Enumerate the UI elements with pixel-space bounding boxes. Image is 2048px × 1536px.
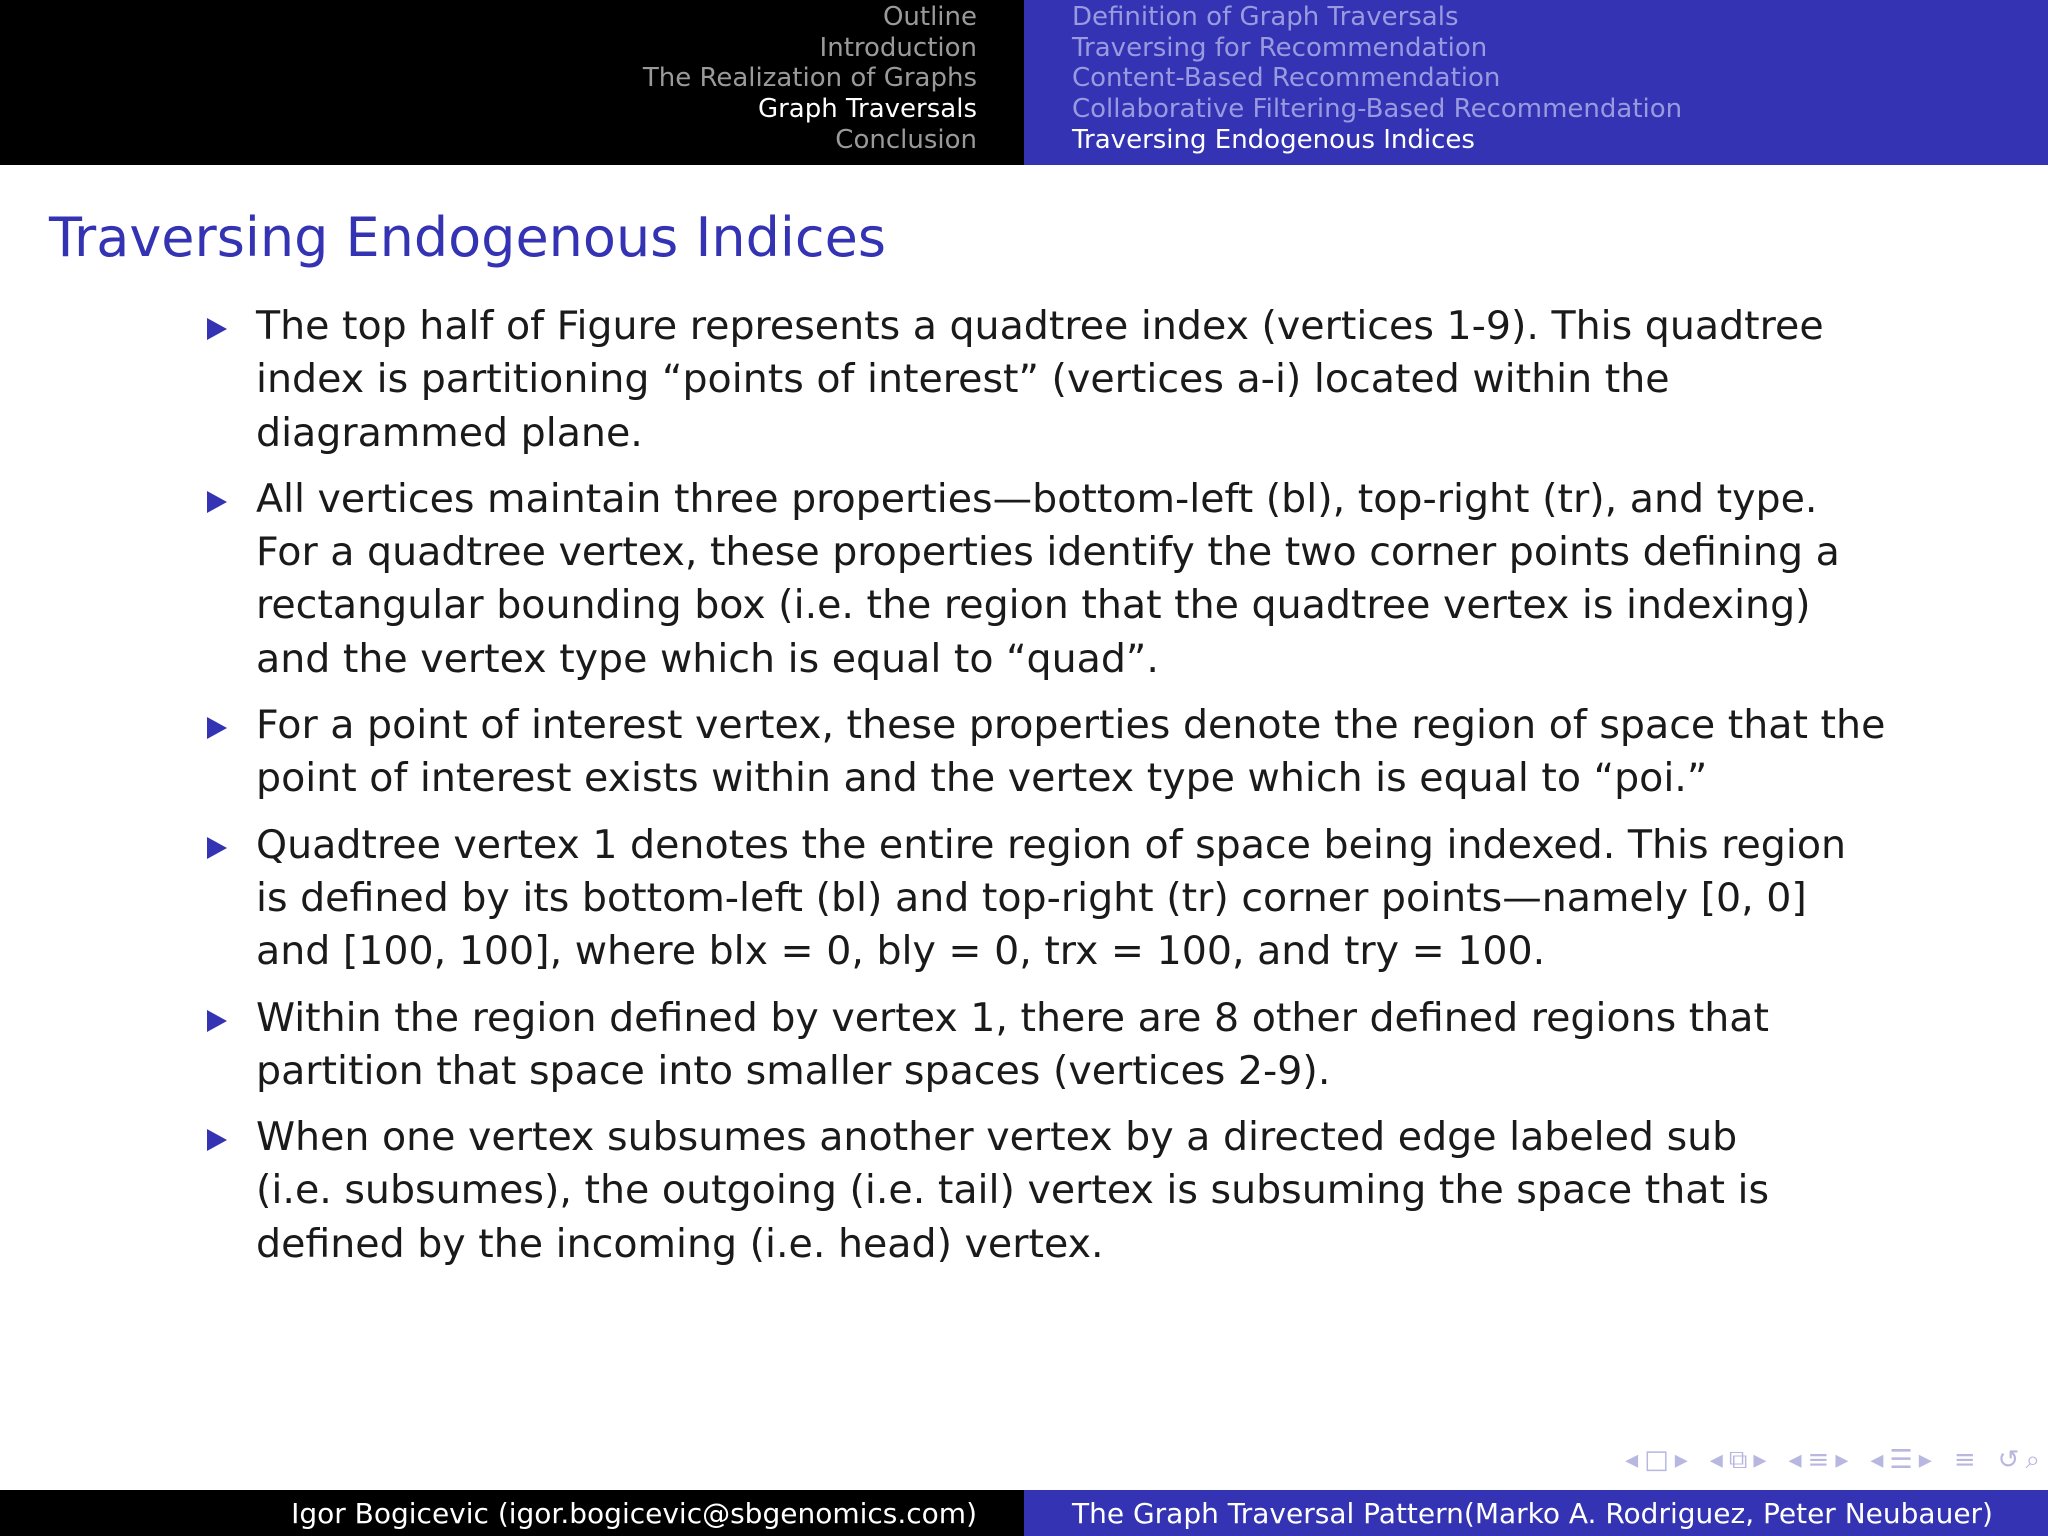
item-line: is defined by its bottom-left (bl) and top-right (tr) corner points—namely [0, 0] bbox=[256, 874, 1807, 921]
navigation-symbols bbox=[1310, 1440, 2040, 1480]
bullet-triangle-icon bbox=[207, 717, 227, 739]
bullet-list bbox=[0, 300, 2048, 1284]
nav-section-introduction[interactable]: Introduction bbox=[819, 32, 977, 63]
document-nav-group bbox=[1870, 1445, 1931, 1475]
arrow-left-icon[interactable]: ◂ bbox=[1870, 1445, 1884, 1475]
arrow-left-icon[interactable]: ◂ bbox=[1625, 1445, 1639, 1475]
nav-subsection-collaborative-filtering[interactable]: Collaborative Filtering-Based Recommendation bbox=[1072, 94, 1683, 125]
list-item bbox=[0, 300, 1824, 460]
item-line: (i.e. subsumes), the outgoing (i.e. tail) vertex is subsuming the space that is bbox=[256, 1167, 1770, 1214]
nav-subsection-recommendation[interactable]: Traversing for Recommendation bbox=[1072, 32, 1488, 63]
section-icon[interactable]: ≡ bbox=[1807, 1445, 1830, 1475]
arrow-right-icon[interactable]: ▸ bbox=[1918, 1445, 1932, 1475]
item-line: The top half of Figure represents a quadtree index (vertices 1-9). This quadtree bbox=[256, 303, 1824, 349]
section-nav-group bbox=[1788, 1445, 1848, 1475]
footline-bar bbox=[0, 1490, 2048, 1536]
bullet-triangle-icon bbox=[207, 491, 227, 513]
item-line: All vertices maintain three properties—bottom-left (bl), top-right (tr), and type. bbox=[256, 475, 1818, 522]
list-item bbox=[0, 1111, 1792, 1271]
list-item bbox=[0, 819, 1847, 979]
nav-section-graph-traversals[interactable]: Graph Traversals bbox=[757, 94, 977, 125]
item-line: defined by the incoming (i.e. head) vertex. bbox=[256, 1220, 1104, 1267]
loop-icon[interactable]: ↺ bbox=[1997, 1445, 2020, 1475]
nav-section-conclusion[interactable]: Conclusion bbox=[835, 124, 977, 155]
arrow-left-icon[interactable]: ◂ bbox=[1709, 1445, 1723, 1475]
list-item bbox=[0, 699, 1886, 806]
list-item bbox=[0, 473, 1840, 686]
arrow-right-icon[interactable]: ▸ bbox=[1753, 1445, 1767, 1475]
arrow-left-icon[interactable]: ◂ bbox=[1788, 1445, 1802, 1475]
subsection-nav-group bbox=[1710, 1445, 1767, 1476]
frame-icon[interactable]: □ bbox=[1644, 1445, 1669, 1475]
item-line: For a point of interest vertex, these properties denote the region of space that the bbox=[256, 702, 1886, 749]
frame-title: Traversing Endogenous Indices bbox=[49, 206, 886, 269]
align-icon[interactable]: ≡ bbox=[1953, 1445, 1976, 1475]
subsection-navigation bbox=[1024, 0, 2048, 165]
search-icon[interactable]: ⌕ bbox=[2025, 1444, 2040, 1475]
list-item bbox=[0, 992, 1792, 1099]
item-line: Within the region defined by vertex 1, there are 8 other defined regions that bbox=[256, 994, 1769, 1041]
item-line: and [100, 100], where blx = 0, bly = 0, trx = 100, and try = 100. bbox=[256, 928, 1546, 975]
item-line: and the vertex type which is equal to “quad”. bbox=[256, 635, 1159, 682]
bullet-triangle-icon bbox=[207, 1129, 227, 1151]
frame-nav-group bbox=[1625, 1445, 1688, 1475]
item-line: When one vertex subsumes another vertex by a directed edge labeled sub bbox=[256, 1114, 1738, 1161]
section-navigation bbox=[0, 0, 1024, 165]
arrow-right-icon[interactable]: ▸ bbox=[1835, 1445, 1849, 1475]
nav-section-outline[interactable]: Outline bbox=[882, 2, 977, 32]
footer-author: Igor Bogicevic (igor.bogicevic@sbgenomics.com) bbox=[0, 1490, 1024, 1536]
item-line: rectangular bounding box (i.e. the region that the quadtree vertex is indexing) bbox=[256, 582, 1811, 629]
document-icon[interactable]: ☰ bbox=[1889, 1445, 1913, 1475]
nav-section-realization-of-graphs[interactable]: The Realization of Graphs bbox=[642, 63, 977, 94]
bullet-triangle-icon bbox=[207, 837, 227, 859]
item-line: diagrammed plane. bbox=[256, 409, 643, 456]
footer-title: The Graph Traversal Pattern(Marko A. Rodriguez, Peter Neubauer) bbox=[1024, 1490, 2048, 1536]
bullet-triangle-icon bbox=[207, 318, 227, 340]
search-nav-group bbox=[1998, 1445, 2040, 1476]
nav-subsection-definition[interactable]: Definition of Graph Traversals bbox=[1072, 2, 1459, 32]
item-line: point of interest exists within and the vertex type which is equal to “poi.” bbox=[256, 755, 1708, 802]
nav-subsection-content-based[interactable]: Content-Based Recommendation bbox=[1072, 63, 1501, 94]
item-line: For a quadtree vertex, these properties identify the two corner points defining a bbox=[256, 529, 1840, 576]
bullet-triangle-icon bbox=[207, 1010, 227, 1032]
nav-subsection-endogenous-indices[interactable]: Traversing Endogenous Indices bbox=[1072, 124, 1475, 155]
item-line: partition that space into smaller spaces (vertices 2-9). bbox=[256, 1047, 1331, 1094]
subsection-icon[interactable]: ⧉ bbox=[1728, 1444, 1748, 1475]
headline-bar bbox=[0, 0, 2048, 165]
item-line: Quadtree vertex 1 denotes the entire region of space being indexed. This region bbox=[256, 821, 1847, 868]
item-line: index is partitioning “points of interest” (vertices a-i) located within the bbox=[256, 356, 1670, 403]
arrow-right-icon[interactable]: ▸ bbox=[1674, 1445, 1688, 1475]
